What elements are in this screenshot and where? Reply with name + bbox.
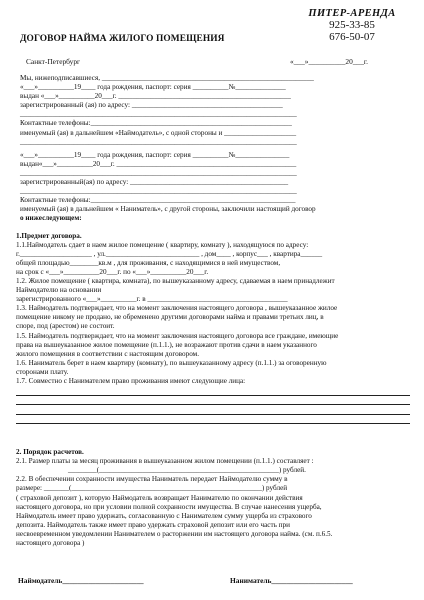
party-line: Контактные телефоны:________________________________________________________	[20, 119, 292, 128]
company-logo	[298, 8, 406, 43]
page-title: ДОГОВОР НАЙМА ЖИЛОГО ПОМЕЩЕНИЯ	[20, 34, 225, 44]
party-line: зарегистрированный(ая) по адресу: ____________________________________________	[20, 178, 289, 187]
contract-city: Санкт-Петербург	[26, 57, 81, 66]
party-line: _____________________________________________________________________________	[20, 110, 297, 119]
blank-line	[16, 396, 410, 406]
section-heading: 2. Порядок расчетов.	[16, 448, 84, 457]
clause-line: размере: _______(_____________________________________________________) рублей	[16, 484, 288, 493]
contract-date: «___»__________20___г.	[290, 57, 368, 66]
party-line: «___»__________19____ года рождения, паспорт: серия __________№______________	[20, 83, 286, 92]
clause-line: 1.2. Жилое помещение ( квартира, комната), по вышеуказанному адресу, сдаваемая в наем принадлежит	[16, 276, 335, 285]
party-line: выдан«___»__________20___г. __________________________________________________	[20, 159, 297, 168]
party-line: Контактные телефоны:_________________________________________________________	[20, 196, 296, 205]
blank-line	[16, 386, 410, 396]
clause-line: 2.2. В обеспечении сохранности имущества Наниматель передает Наймодателю сумму в	[16, 475, 288, 484]
party-line: выдан «___»__________20___г. ________________________________________________	[20, 92, 291, 101]
tenant-signature: Наниматель______________________	[230, 576, 353, 585]
clause-line: зарегистрированного «___»__________г. в _______________________________________	[16, 295, 288, 304]
party-line: зарегистрированный (ая) по адресу: __________________________________________	[20, 101, 283, 110]
clause-line: г.____________________ , ул.__________________________ , дом____ , корпус___ , квартира______	[16, 249, 323, 258]
party-line: именуемый (ая) в дальнейшем «Наймодатель», с одной стороны и ____________________	[20, 128, 297, 137]
clause-line: права на вышеуказанное жилое помещение (п.1.1.), не возражают против сдачи в наем указанного	[16, 340, 317, 349]
clause-line: споре, под (арестом) не состоит.	[16, 322, 115, 331]
blank-line	[16, 405, 410, 415]
blank-line	[16, 415, 410, 425]
clause-line: депозита. Наймодатель также имеет право удержать страховой депозит или его часть при	[16, 520, 290, 529]
document-body	[16, 74, 414, 548]
landlord-signature: Наймодатель______________________	[18, 576, 144, 585]
clause-line: 1.7. Совместно с Нанимателем право проживания имеют следующие лица:	[16, 377, 246, 385]
clause-line: 2.1. Размер платы за месяц проживания в вышеуказанном жилом помещении (п.1.1.) составляет :	[16, 457, 314, 466]
logo-phone-1: 925-33-85	[329, 19, 375, 31]
clause-line: общей площадью________кв.м , для проживания, с находящимися в ней имуществом,	[16, 258, 281, 267]
party-line: именуемый (ая) в дальнейшем « Наниматель», с другой стороны, заключили настоящий договор	[20, 205, 316, 214]
logo-phone-2: 676-50-07	[329, 31, 375, 43]
party-line: _____________________________________________________________________________	[20, 168, 297, 177]
clause-line: 1.6. Наниматель берет в наем квартиру (комнату), по вышеуказанному адресу (п.1.1.) за оговоренную	[16, 358, 327, 367]
clause-line: сторонами плату.	[16, 367, 69, 376]
party-line: «___»__________19____ года рождения, паспорт: серия __________№_______________	[20, 150, 290, 159]
clause-line: ________(__________________________________________________) рублей.	[68, 466, 306, 475]
clause-line: Наймодателю на основании	[16, 286, 102, 295]
clause-line: 1.1.Наймодатель сдает в наем жилое помещение ( квартиру, комнату ), находящуюся по адресу:	[16, 240, 309, 249]
clause-line: 1.5. Наймодатель подтверждает, что на момент заключения настоящего договора все граждане, имеющие	[16, 331, 339, 340]
party-line: _____________________________________________________________________________	[20, 137, 297, 146]
clause-line: 1.3. Наймодатель подтверждает, что на момент заключения настоящего договора , вышеуказанное жилое	[16, 304, 338, 313]
party-line: о нижеследующем:	[20, 214, 82, 223]
clause-line: помещение никому не продано, не обременено другими договорами найма и правами третьих лиц, в	[16, 313, 324, 322]
clause-line: ( страховой депозит ), которую Наймодатель возвращает Нанимателю по окончании действия	[16, 493, 303, 502]
clause-line: Наймодатель имеет право удержать, согласованную с Нанимателем сумму ущерба из страхового	[16, 511, 312, 520]
party-line: Мы, нижеподписавшиеся, ___________________________________________________________	[20, 74, 314, 82]
clause-line: жилого помещения в соответствии с настоящим договором.	[16, 349, 200, 358]
clause-line: несвоевременном уведомлении Нанимателем о расторжении им настоящего договора найма. (см. п.6.5.	[16, 529, 333, 538]
clause-line: настоящего договора, но при условии полной сохранности имущества. В случае нанесения ущерба,	[16, 502, 322, 511]
logo-brand: ПИТЕР-АРЕНДА	[308, 8, 396, 19]
clause-line: настоящего договора )	[16, 539, 85, 548]
section-heading: 1.Предмет договора.	[16, 231, 82, 240]
clause-line: на срок с «___»__________20___г. по «___»__________20___г.	[16, 267, 209, 276]
party-line: _____________________________________________________________________________	[20, 187, 297, 196]
